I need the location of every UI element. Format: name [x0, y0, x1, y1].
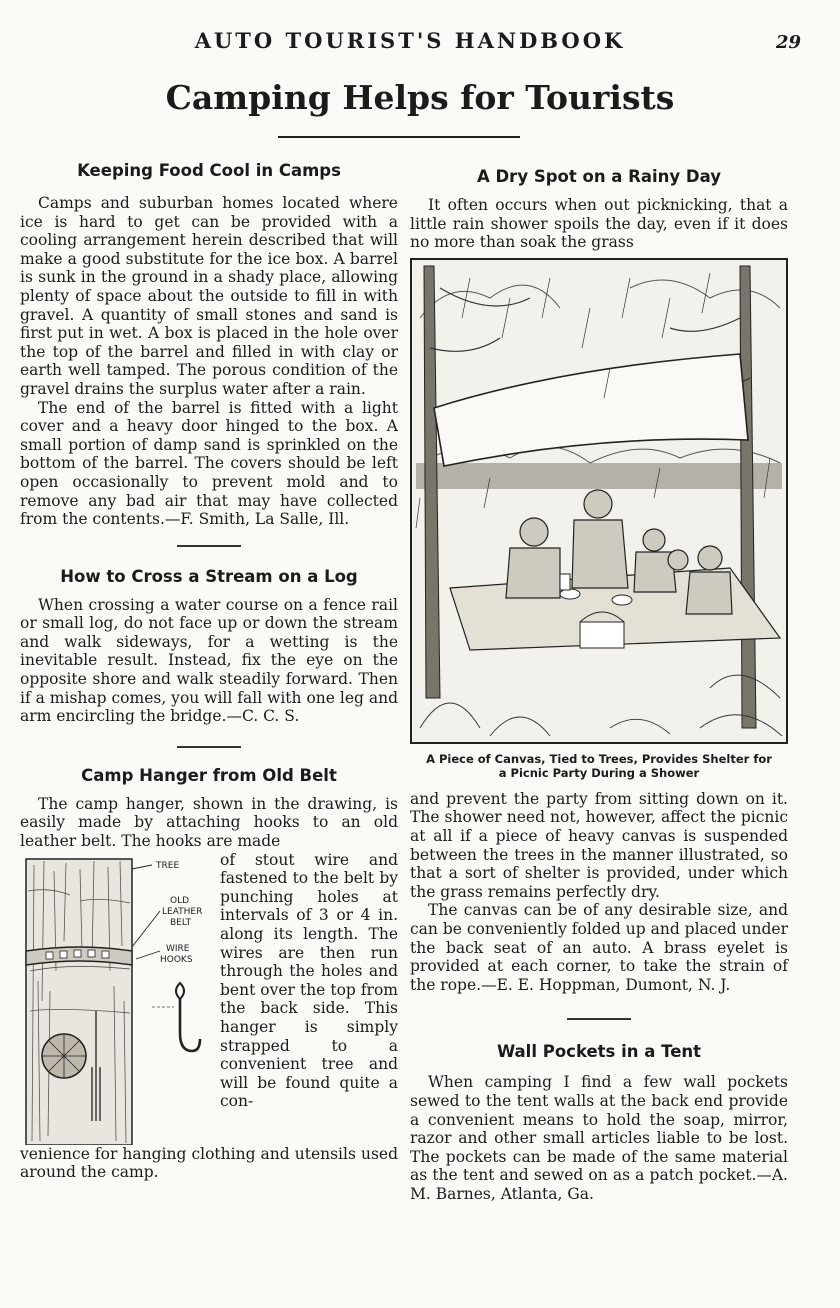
- page-number: 29: [776, 32, 802, 53]
- section-body-rainy-continued: [410, 790, 788, 995]
- hanger-tail-text: [20, 1145, 398, 1182]
- section-divider: [567, 1018, 631, 1020]
- label-belt-2: LEATHER: [162, 906, 203, 917]
- paragraph: Camps and suburban homes located where ice is hard to get can be provided with a cooling arrangement herein described that will make a good substitute for the ice box. A barrel is sunk in the ground in a shady place, allowing plenty of space about the outside to fill in with gravel. A quantity of small stones and sand is first put in wet. A box is placed in the hole over the top of the barrel and filled in with clay or earth well tamped. The porous condition of the gravel drains the surplus water after a rain.: [20, 194, 398, 398]
- paragraph: venience for hanging clothing and utensils used around the camp.: [20, 1144, 398, 1182]
- page-title: Camping Helps for Tourists: [165, 78, 675, 117]
- label-belt-1: OLD: [170, 895, 190, 906]
- paragraph: of stout wire and fastened to the belt by punching holes at intervals of 3 or 4 in. along its length. The wires are then run through the holes and bent over the top from the back side. This hanger is simply strapped to a convenient tree and will be found quite a con-: [220, 850, 398, 1111]
- section-body-stream: [20, 596, 398, 726]
- label-hooks-1: WIRE: [166, 943, 190, 954]
- label-hooks-2: HOOKS: [160, 954, 193, 965]
- section-title-pockets: Wall Pockets in a Tent: [496, 1042, 702, 1062]
- section-divider: [177, 545, 241, 547]
- paragraph: When camping I find a few wall pockets sewed to the tent walls at the back end provide a convenient means to hold the soap, mirror, razor and other small articles liable to be lost. The pockets can be made of the same material as the tent and sewed on as a patch pocket.—A. M. Barnes, Atlanta, Ga.: [410, 1073, 788, 1203]
- section-title-hanger: Camp Hanger from Old Belt: [81, 765, 337, 785]
- paragraph: It often occurs when out picknicking, that a little rain shower spoils the day, even if it does no more than soak the grass: [410, 196, 788, 252]
- right-column: [410, 155, 788, 1203]
- hanger-figure-block: [20, 851, 398, 1145]
- picnic-canvas-illustration: [410, 258, 788, 744]
- paragraph: When crossing a water course on a fence rail or small log, do not face up or down the stream and walk sideways, for a wetting is the inevitable result. Instead, fix the eye on the opposite shore and walk steadily forward. Then if a mishap comes, you will fall with one leg and arm encircling the bridge.—C. C. S.: [20, 595, 398, 726]
- paragraph: The canvas can be of any desirable size, and can be conveniently folded up and placed under the back seat of an auto. A brass eyelet is provided at each corner, to take the strain of the rope.—E. E. Hoppman, Dumont, N. J.: [410, 901, 788, 994]
- left-column: [20, 155, 398, 1182]
- label-tree: TREE: [156, 860, 180, 871]
- section-body-hanger: [20, 795, 398, 851]
- caption-line: A Piece of Canvas, Tied to Trees, Provides Shelter for: [426, 751, 772, 766]
- paragraph: The camp hanger, shown in the drawing, is easily made by attaching hooks to an old leather belt. The hooks are made: [20, 794, 398, 851]
- section-divider: [177, 746, 241, 748]
- paragraph: and prevent the party from sitting down on it. The shower need not, however, affect the picnic at all if a piece of heavy canvas is suspended between the trees in the manner illustrated, so that a sort of shelter is provided, under which the grass remains perfectly dry.: [410, 789, 788, 901]
- paragraph: The end of the barrel is fitted with a light cover and a heavy door hinged to the box. A small portion of damp sand is sprinkled on the bottom of the barrel. The covers should be left open occasionally to prevent mold and to remove any bad air that may have collected from the contents.—F. Smith, La Salle, Ill.: [20, 398, 398, 529]
- running-head: AUTO TOURIST'S HANDBOOK: [194, 28, 626, 53]
- label-belt-3: BELT: [170, 917, 192, 928]
- title-rule: [278, 136, 520, 138]
- section-title-rainy: A Dry Spot on a Rainy Day: [476, 167, 722, 186]
- section-title-food: Keeping Food Cool in Camps: [77, 161, 341, 180]
- caption-line: a Picnic Party During a Shower: [498, 765, 700, 780]
- section-body-rainy: [410, 196, 788, 252]
- section-body-pockets: [410, 1073, 788, 1203]
- tree-hanger-illustration: [20, 851, 212, 1145]
- hanger-side-text: [220, 851, 398, 1111]
- figure-caption: [410, 752, 788, 780]
- section-title-stream: How to Cross a Stream on a Log: [60, 566, 358, 586]
- section-body-food: [20, 194, 398, 529]
